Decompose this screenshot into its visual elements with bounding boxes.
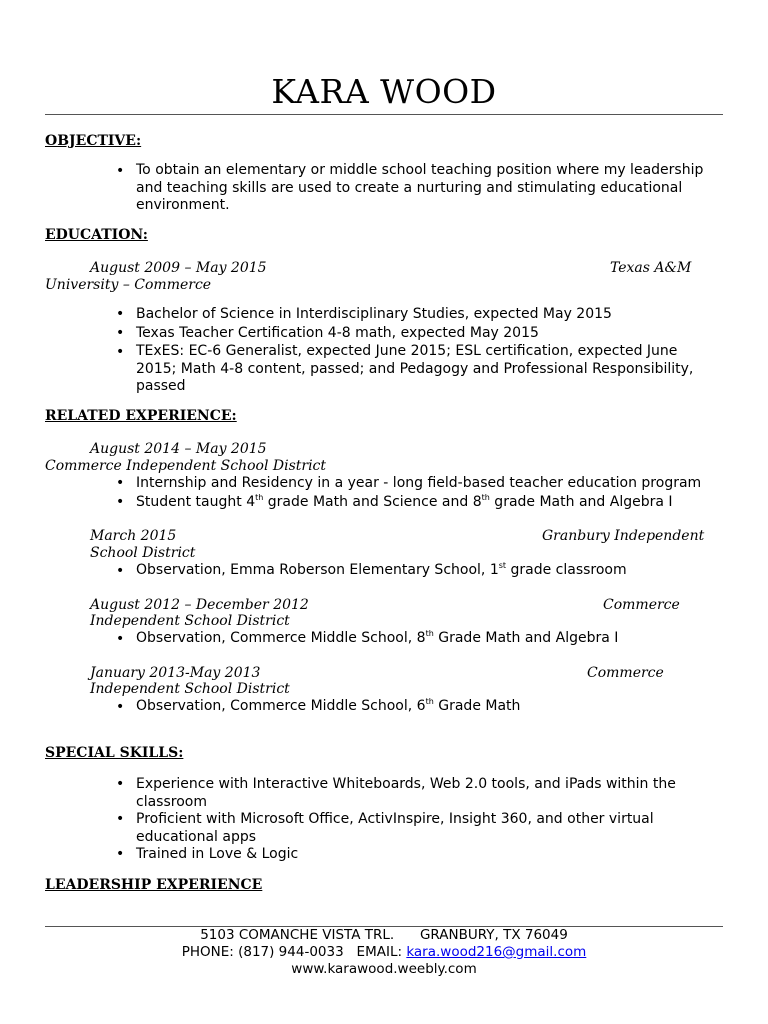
objective-heading: OBJECTIVE:	[45, 133, 142, 149]
header-rule	[45, 114, 723, 115]
skills-heading: SPECIAL SKILLS:	[45, 745, 184, 761]
job3-org: Commerce	[603, 597, 680, 613]
footer-address: 5103 COMANCHE VISTA TRL. GRANBURY, TX 76049	[200, 927, 568, 943]
job4-dates: January 2013-May 2013	[90, 665, 261, 681]
education-dates: August 2009 – May 2015	[90, 260, 267, 276]
footer-website[interactable]: www.karawood.weebly.com	[291, 961, 477, 977]
job2-dates: March 2015	[90, 528, 177, 544]
experience-heading: RELATED EXPERIENCE:	[45, 408, 237, 424]
footer-contact	[0, 944, 768, 961]
footer-phone: PHONE: (817) 944-0033 EMAIL:	[181, 944, 407, 960]
education-heading: EDUCATION:	[45, 227, 148, 243]
education-item: TExES: EC-6 Generalist, expected June 2015; ESL certification, expected June 2015; Math 4-8 content, passed; and Pedagogy and Professional Responsibility, passed	[136, 343, 694, 394]
skills-item: Experience with Interactive Whiteboards, Web 2.0 tools, and iPads within the classroom	[136, 776, 676, 810]
leadership-heading: LEADERSHIP EXPERIENCE	[45, 877, 263, 893]
email-link[interactable]: kara.wood216@gmail.com	[406, 944, 587, 960]
job1-dates: August 2014 – May 2015	[90, 441, 267, 457]
bullet-icon: •	[116, 631, 125, 647]
bullet-icon: •	[116, 494, 125, 510]
job4-org: Commerce	[587, 665, 664, 681]
bullet-icon: •	[116, 811, 125, 827]
job3-item: Observation, Commerce Middle School, 8th Grade Math and Algebra I	[136, 629, 619, 646]
education-item: Bachelor of Science in Interdisciplinary Studies, expected May 2015	[136, 306, 612, 322]
skills-item: Proficient with Microsoft Office, ActivInspire, Insight 360, and other virtual educational apps	[136, 811, 654, 845]
job3-org-cont: Independent School District	[90, 613, 290, 629]
bullet-icon: •	[116, 344, 125, 360]
job4-org-cont: Independent School District	[90, 681, 290, 697]
bullet-icon: •	[116, 325, 125, 341]
education-school: Texas A&M	[610, 260, 692, 276]
job2-org: Granbury Independent	[542, 528, 705, 544]
bullet-icon: •	[116, 776, 125, 792]
bullet-icon: •	[116, 563, 125, 579]
job1-item: Internship and Residency in a year - long field-based teacher education program	[136, 475, 702, 491]
job4-item: Observation, Commerce Middle School, 6th Grade Math	[136, 697, 521, 714]
education-school-cont: University – Commerce	[45, 277, 212, 293]
bullet-icon: •	[116, 846, 125, 862]
education-item: Texas Teacher Certification 4-8 math, expected May 2015	[136, 325, 539, 341]
job2-org-cont: School District	[90, 545, 196, 561]
bullet-icon: •	[116, 306, 125, 322]
objective-text: To obtain an elementary or middle school teaching position where my leadership and teaching skills are used to create a nurturing and stimulating educational environment.	[136, 162, 704, 213]
resume-name: KARA WOOD	[271, 72, 497, 111]
bullet-icon: •	[116, 163, 125, 179]
job3-dates: August 2012 – December 2012	[90, 597, 309, 613]
bullet-icon: •	[116, 699, 125, 715]
skills-item: Trained in Love & Logic	[136, 846, 299, 862]
job2-item: Observation, Emma Roberson Elementary School, 1st grade classroom	[136, 561, 627, 578]
bullet-icon: •	[116, 475, 125, 491]
job1-item: Student taught 4th grade Math and Science and 8th grade Math and Algebra I	[136, 493, 673, 510]
job1-org: Commerce Independent School District	[45, 458, 327, 474]
